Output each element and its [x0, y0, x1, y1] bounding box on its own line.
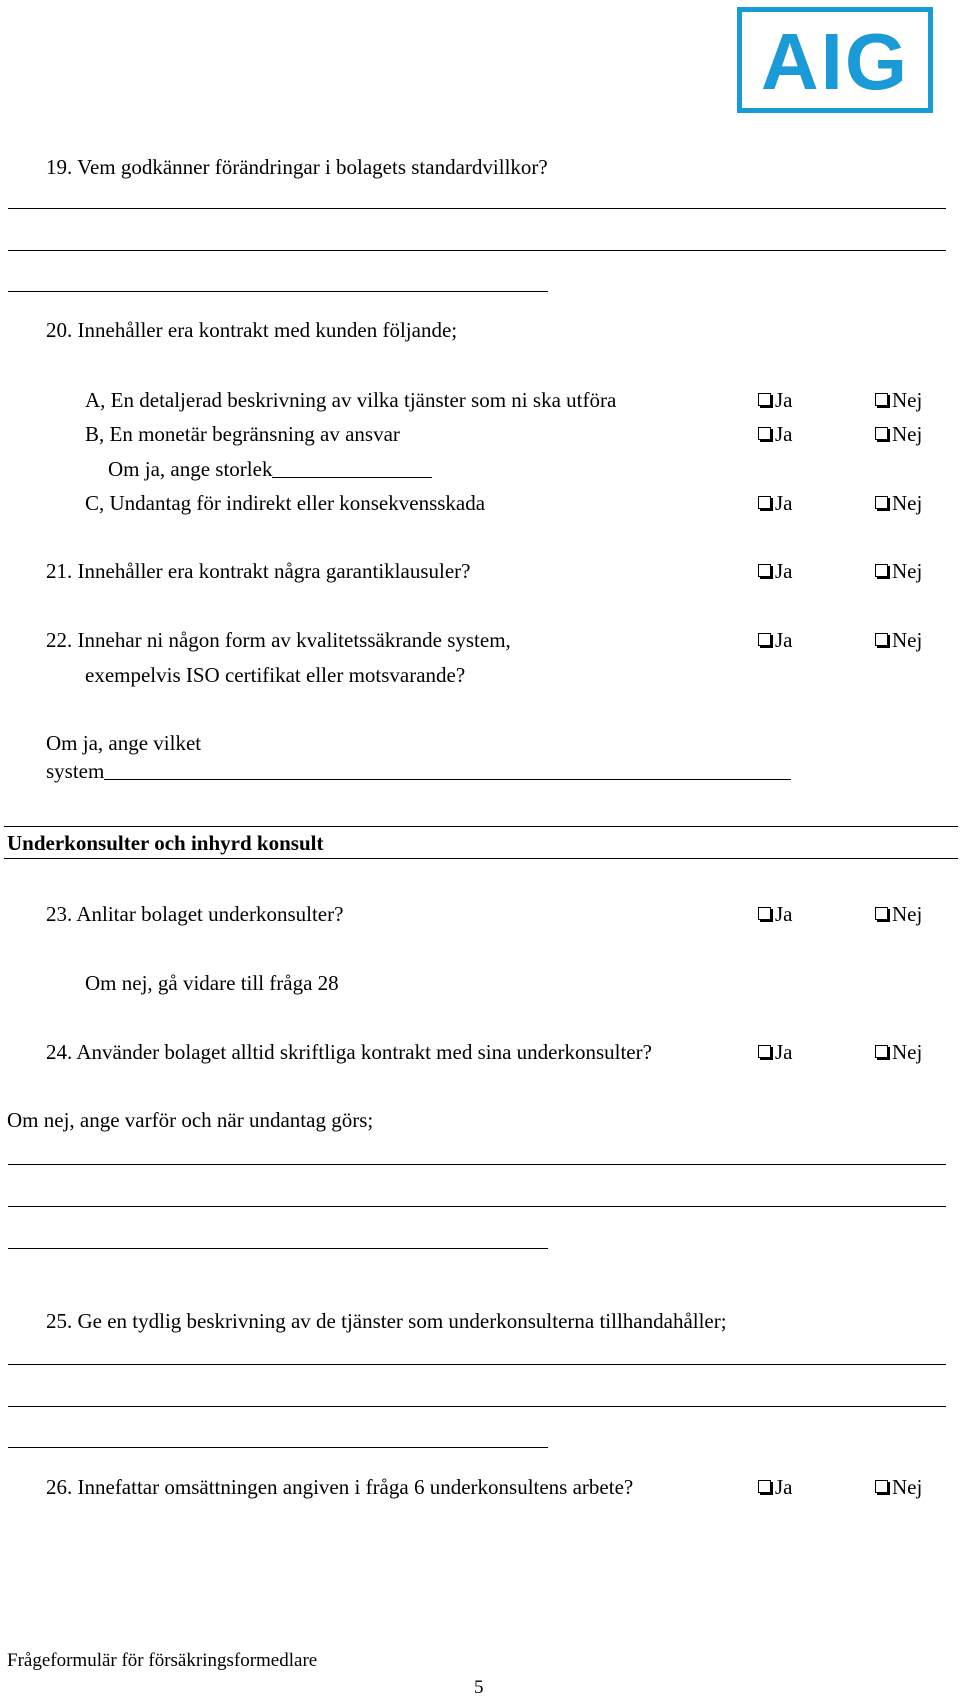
question-19: 19. Vem godkänner förändringar i bolagets standardvillkor?	[46, 155, 548, 179]
question-21: 21. Innehåller era kontrakt några garantiklausuler?	[46, 559, 471, 583]
question-23: 23. Anlitar bolaget underkonsulter?	[46, 902, 344, 926]
question-23-follow: Om nej, gå vidare till fråga 28	[85, 971, 339, 995]
checkbox-icon	[758, 907, 771, 920]
system-field: system	[46, 761, 791, 782]
question-20b-sub: Om ja, ange storlek	[108, 459, 432, 480]
question-20c: C, Undantag för indirekt eller konsekvensskada	[85, 491, 486, 515]
question-24-follow: Om nej, ange varför och när undantag görs;	[7, 1108, 374, 1132]
question-24: 24. Använder bolaget alltid skriftliga kontrakt med sina underkonsulter?	[46, 1040, 652, 1064]
checkbox-icon	[758, 393, 771, 406]
checkbox-icon	[875, 1045, 888, 1058]
checkbox-icon	[758, 564, 771, 577]
answer-line[interactable]	[8, 1248, 548, 1249]
svg-text:AIG: AIG	[760, 17, 910, 106]
option-ja[interactable]: Ja	[758, 493, 793, 514]
answer-line[interactable]	[8, 1206, 946, 1207]
system-input-line[interactable]	[104, 761, 791, 780]
question-22: 22. Innehar ni någon form av kvalitetssäkrande system,	[46, 628, 511, 652]
checkbox-icon	[875, 496, 888, 509]
page-number: 5	[474, 1677, 484, 1698]
aig-logo	[737, 7, 933, 113]
answer-line[interactable]	[8, 1406, 946, 1407]
section-divider	[4, 826, 958, 827]
checkbox-icon	[875, 393, 888, 406]
question-26: 26. Innefattar omsättningen angiven i fråga 6 underkonsultens arbete?	[46, 1475, 634, 1499]
checkbox-icon	[875, 633, 888, 646]
footer-text: Frågeformulär för försäkringsformedlare	[7, 1650, 318, 1671]
option-nej[interactable]: Nej	[875, 630, 922, 651]
question-20a: A, En detaljerad beskrivning av vilka tjänster som ni ska utföra	[85, 388, 617, 412]
option-ja[interactable]: Ja	[758, 390, 793, 411]
answer-line[interactable]	[8, 291, 548, 292]
answer-line[interactable]	[8, 250, 946, 251]
checkbox-icon	[758, 1480, 771, 1493]
option-ja[interactable]: Ja	[758, 1477, 793, 1498]
option-nej[interactable]: Nej	[875, 561, 922, 582]
checkbox-icon	[758, 496, 771, 509]
question-22-line2: exempelvis ISO certifikat eller motsvarande?	[85, 663, 466, 687]
section-divider	[4, 858, 958, 859]
option-nej[interactable]: Nej	[875, 424, 922, 445]
option-ja[interactable]: Ja	[758, 630, 793, 651]
checkbox-icon	[758, 633, 771, 646]
answer-line[interactable]	[8, 1447, 548, 1448]
checkbox-icon	[875, 564, 888, 577]
option-ja[interactable]: Ja	[758, 1042, 793, 1063]
answer-line[interactable]	[8, 1364, 946, 1365]
option-nej[interactable]: Nej	[875, 493, 922, 514]
question-22-follow: Om ja, ange vilket	[46, 731, 202, 755]
checkbox-icon	[875, 427, 888, 440]
checkbox-icon	[875, 1480, 888, 1493]
answer-line[interactable]	[8, 208, 946, 209]
question-20b: B, En monetär begränsning av ansvar	[85, 422, 400, 446]
option-nej[interactable]: Nej	[875, 904, 922, 925]
checkbox-icon	[758, 427, 771, 440]
option-nej[interactable]: Nej	[875, 1042, 922, 1063]
question-20: 20. Innehåller era kontrakt med kunden följande;	[46, 318, 458, 342]
option-nej[interactable]: Nej	[875, 390, 922, 411]
checkbox-icon	[875, 907, 888, 920]
size-input-line[interactable]	[272, 459, 432, 478]
option-ja[interactable]: Ja	[758, 424, 793, 445]
checkbox-icon	[758, 1045, 771, 1058]
option-ja[interactable]: Ja	[758, 904, 793, 925]
section-title: Underkonsulter och inhyrd konsult	[7, 831, 324, 855]
option-nej[interactable]: Nej	[875, 1477, 922, 1498]
option-ja[interactable]: Ja	[758, 561, 793, 582]
question-25: 25. Ge en tydlig beskrivning av de tjänster som underkonsulterna tillhandahåller;	[46, 1309, 727, 1333]
answer-line[interactable]	[8, 1164, 946, 1165]
